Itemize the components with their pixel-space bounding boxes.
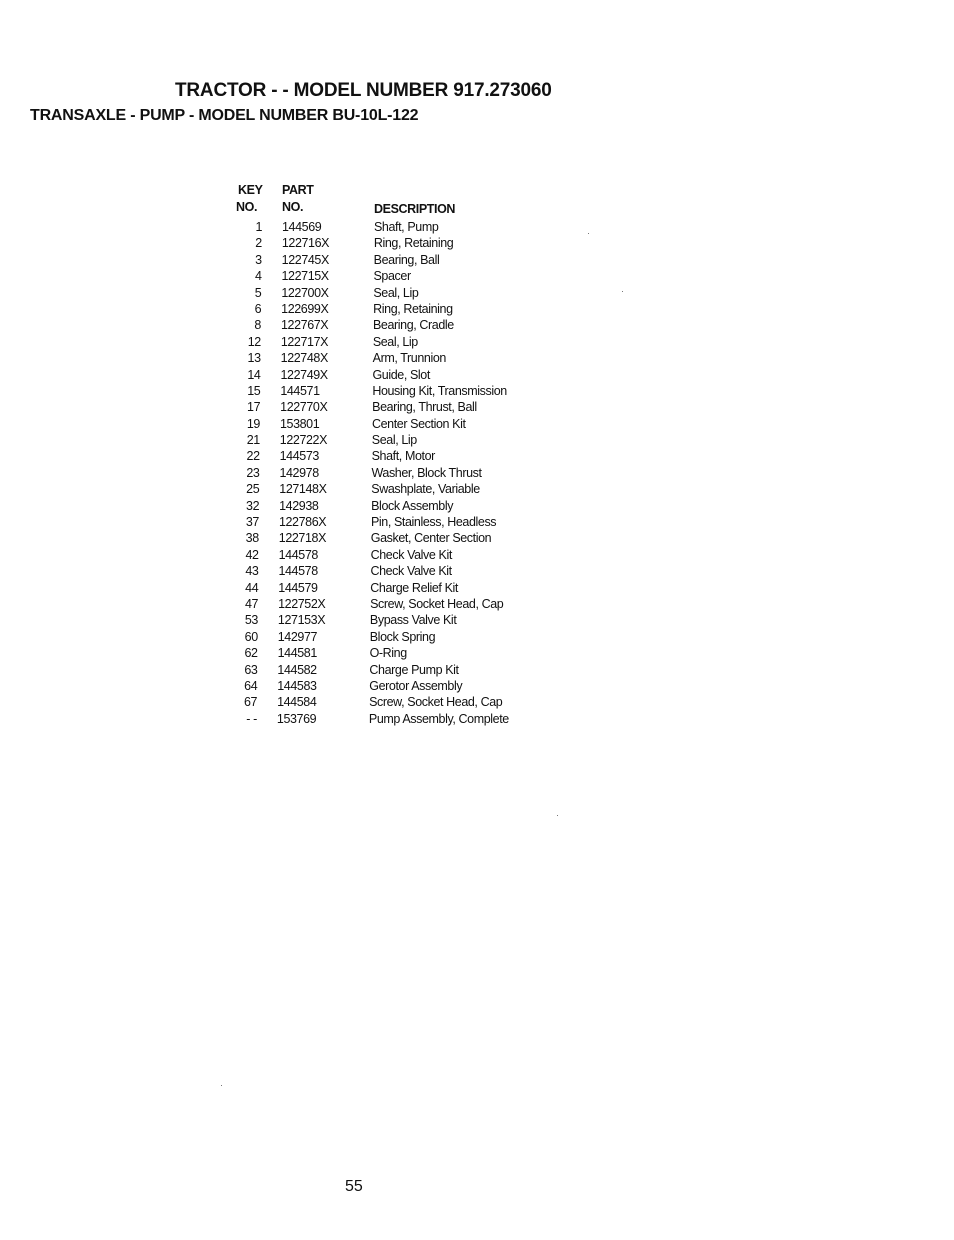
part-description: Block Spring: [369, 629, 436, 644]
table-row: [225, 678, 463, 694]
table-row: [228, 432, 417, 448]
key-number: 64: [244, 678, 258, 693]
key-number: 38: [245, 531, 259, 546]
key-number: 67: [243, 695, 258, 710]
part-number: 144583: [277, 678, 317, 693]
key-number: 43: [245, 564, 259, 579]
part-description: Seal, Lip: [371, 433, 417, 448]
key-number: 47: [244, 596, 259, 611]
key-number: 14: [247, 367, 261, 382]
part-number: 142978: [279, 465, 319, 480]
key-number: 19: [246, 416, 260, 431]
part-number: 127153X: [277, 613, 326, 628]
part-number: 122699X: [281, 301, 329, 316]
table-row: [226, 580, 458, 596]
table-row: [228, 399, 477, 415]
header-key-line1: KEY: [238, 183, 263, 197]
part-number: 122786X: [278, 515, 327, 530]
part-description: Shaft, Pump: [374, 220, 439, 234]
part-number: 122718X: [278, 531, 327, 546]
table-row: [228, 416, 466, 432]
key-number: 1: [255, 220, 262, 234]
part-number: 144569: [282, 220, 322, 234]
part-number: 122745X: [281, 252, 329, 267]
part-description: Seal, Lip: [372, 334, 418, 349]
part-number: 144582: [277, 662, 317, 677]
table-row: [226, 612, 457, 628]
part-description: Charge Relief Kit: [370, 580, 458, 595]
scan-speck: [557, 815, 558, 816]
part-number: 144573: [279, 449, 319, 464]
table-row: [226, 563, 452, 579]
key-number: 21: [246, 433, 260, 448]
key-number: 44: [245, 580, 259, 595]
key-number: 37: [245, 515, 259, 530]
part-number: 122715X: [281, 269, 329, 284]
part-number: 122749X: [280, 367, 328, 382]
part-description: Gerotor Assembly: [369, 678, 463, 693]
table-row: [228, 367, 430, 383]
part-number: 153769: [276, 711, 317, 726]
header-description: DESCRIPTION: [374, 202, 456, 216]
part-number: 122752X: [278, 596, 326, 611]
table-row: [229, 285, 419, 301]
part-description: Bearing, Cradle: [372, 318, 454, 333]
part-number: 122716X: [281, 236, 330, 251]
part-number: 144571: [280, 383, 320, 398]
table-row: [229, 317, 454, 333]
header-part-line1: PART: [282, 183, 314, 197]
part-number: 144578: [278, 564, 318, 579]
key-number: 2: [255, 236, 262, 251]
scan-speck: [221, 1085, 222, 1086]
part-description: Guide, Slot: [372, 367, 430, 382]
key-number: - -: [246, 711, 257, 726]
table-row: [228, 383, 507, 399]
part-number: 122722X: [279, 433, 328, 448]
part-number: 122770X: [280, 400, 328, 415]
part-number: 122717X: [280, 334, 329, 349]
part-number: 127148X: [279, 482, 327, 497]
table-row: [225, 662, 459, 678]
table-row: [227, 498, 454, 514]
table-row: [229, 334, 418, 350]
key-number: 13: [247, 351, 261, 366]
key-number: 23: [246, 465, 260, 480]
part-description: Spacer: [373, 269, 411, 284]
key-number: 15: [247, 383, 261, 398]
table-row: [227, 481, 480, 497]
table-row: [226, 629, 436, 645]
part-description: Bypass Valve Kit: [369, 613, 457, 628]
key-number: 63: [244, 662, 258, 677]
table-row: [225, 694, 503, 710]
part-description: Ring, Retaining: [373, 301, 453, 316]
part-number: 144579: [278, 580, 318, 595]
table-row: [229, 350, 446, 366]
table-row: [225, 711, 509, 727]
part-number: 142938: [279, 498, 319, 513]
part-description: Washer, Block Thrust: [371, 465, 482, 480]
key-number: 17: [247, 400, 261, 415]
key-number: 22: [246, 449, 260, 464]
header-key-line2: NO.: [236, 200, 258, 214]
page-title: TRACTOR - - MODEL NUMBER 917.273060: [175, 80, 552, 101]
key-number: 5: [254, 285, 262, 300]
scan-speck: [622, 291, 623, 292]
part-number: 122767X: [280, 318, 329, 333]
scan-speck: [588, 233, 589, 234]
part-number: 144581: [277, 646, 317, 661]
page-subtitle: TRANSAXLE - PUMP - MODEL NUMBER BU-10L-122: [30, 107, 419, 124]
part-description: Check Valve Kit: [370, 564, 452, 579]
part-description: Gasket, Center Section: [370, 531, 492, 546]
key-number: 12: [247, 334, 261, 349]
table-row: [227, 530, 492, 546]
table-row: [226, 596, 504, 612]
part-description: Pin, Stainless, Headless: [370, 515, 497, 530]
key-number: 4: [254, 269, 262, 284]
part-description: Housing Kit, Transmission: [372, 383, 507, 398]
part-number: 153801: [279, 416, 320, 431]
part-number: 144584: [277, 695, 317, 710]
key-number: 42: [245, 547, 259, 562]
part-description: Ring, Retaining: [373, 236, 454, 251]
part-description: Screw, Socket Head, Cap: [370, 596, 504, 611]
table-row: [230, 268, 411, 284]
table-row: [227, 547, 452, 563]
part-description: Swashplate, Variable: [371, 482, 480, 497]
part-number: 122700X: [281, 285, 329, 300]
part-description: Bearing, Thrust, Ball: [372, 400, 477, 415]
part-number: 144578: [278, 547, 318, 562]
header-part-line2: NO.: [282, 200, 304, 214]
part-description: Block Assembly: [371, 498, 454, 513]
part-number: 142977: [277, 629, 318, 644]
table-row: [227, 514, 497, 530]
key-number: 53: [244, 613, 258, 628]
table-row: [228, 448, 435, 464]
part-description: Seal, Lip: [373, 285, 419, 300]
key-number: 25: [246, 482, 260, 497]
key-number: 3: [255, 252, 262, 267]
key-number: 6: [254, 301, 262, 316]
part-description: Pump Assembly, Complete: [368, 711, 509, 726]
part-description: Screw, Socket Head, Cap: [369, 695, 503, 710]
part-description: O-Ring: [369, 646, 407, 661]
table-row: [226, 645, 407, 661]
part-description: Bearing, Ball: [373, 252, 440, 267]
part-description: Charge Pump Kit: [369, 662, 459, 677]
part-number: 122748X: [280, 351, 328, 366]
key-number: 32: [246, 498, 260, 513]
table-row: [229, 301, 453, 317]
key-number: 62: [244, 646, 258, 661]
page-number: 55: [345, 1178, 363, 1195]
table-row: [227, 465, 482, 481]
key-number: 60: [244, 629, 258, 644]
part-description: Shaft, Motor: [371, 449, 435, 464]
part-description: Center Section Kit: [371, 416, 466, 431]
key-number: 8: [254, 318, 261, 333]
part-description: Arm, Trunnion: [372, 351, 446, 366]
part-description: Check Valve Kit: [370, 547, 452, 562]
